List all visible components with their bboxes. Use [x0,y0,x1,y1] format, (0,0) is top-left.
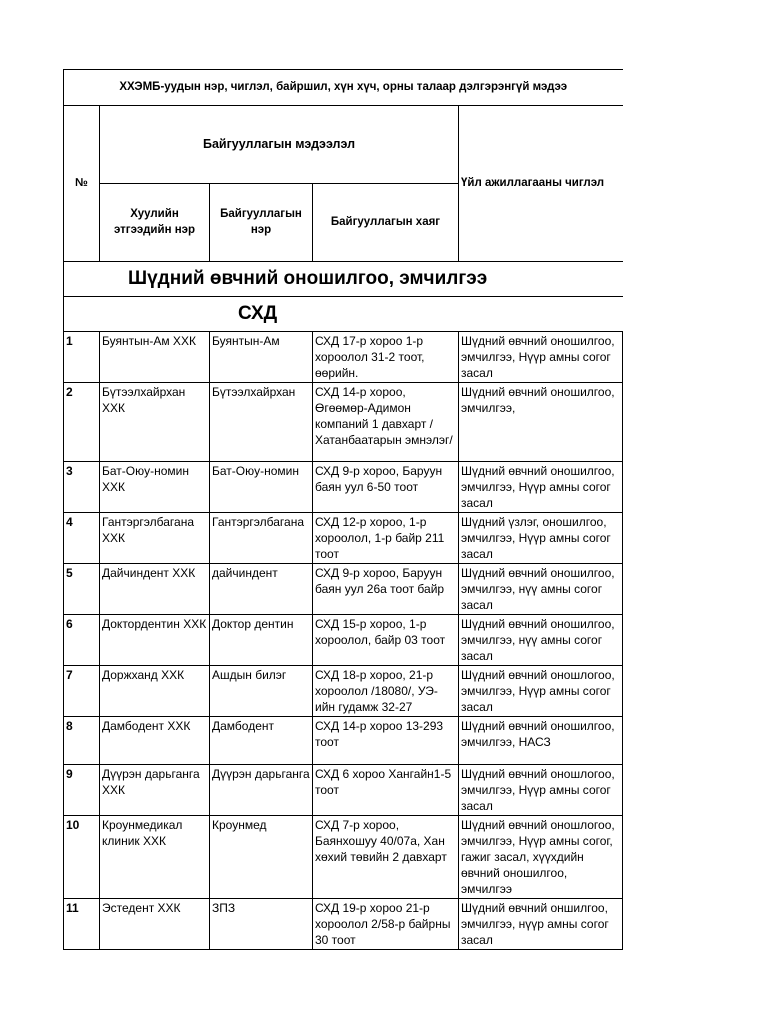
org-address-header: Байгууллагын хаяг [313,184,459,262]
address-cell: СХД 14-р хороо, Өгөөмөр-Адимон компаний 1 давхарт /Хатанбаатарын эмнэлэг/ [313,383,459,462]
address-cell: СХД 9-р хороо, Баруун баян уул 26а тоот байр [313,564,459,615]
table-row [64,816,623,899]
activity-cell: Шүдний өвчний оншилгоо, эмчилгээ, нүүр амны согог засал [459,899,623,950]
activity-cell: Шүдний өвчний оношилгоо, эмчилгээ, Нүүр амны согог засал [459,332,623,383]
activity-cell: Шүдний өвчний оношилгоо, эмчилгээ, [459,383,623,462]
org-name-cell: Доктор дентин [210,615,313,666]
address-cell: СХД 15-р хороо, 1-р хороолол, байр 03 тоот [313,615,459,666]
table-row [64,564,623,615]
org-name-cell: дайчиндент [210,564,313,615]
legal-name-cell: Эстедент ХХК [100,899,210,950]
activity-cell: Шүдний өвчний оношилгоо, эмчилгээ, НАСЗ [459,717,623,765]
legal-name-cell: Кроунмедикал клиник ХХК [100,816,210,899]
org-name-cell: Гантэргэлбагана [210,513,313,564]
org-name-cell: Ашдын билэг [210,666,313,717]
org-name-cell: Дүүрэн дарьганга [210,765,313,816]
org-name-cell: Бүтээлхайрхан [210,383,313,462]
activity-cell: Шүдний өвчний оношлогоо, эмчилгээ, Нүүр амны согог засал [459,765,623,816]
legal-name-cell: Бат-Оюу-номин ХХК [100,462,210,513]
legal-name-cell: Дүүрэн дарьганга ХХК [100,765,210,816]
row-number: 11 [64,899,100,950]
activity-cell: Шүдний өвчний оношлогоо, эмчилгээ, Нүүр амны согог засал [459,666,623,717]
org-name-cell: ЗПЗ [210,899,313,950]
table-row [64,666,623,717]
row-number: 1 [64,332,100,383]
district-title: СХД [64,297,623,332]
table-title: ХХЭМБ-уудын нэр, чиглэл, байршил, хүн хүч, орны талаар дэлгэрэнгүй мэдээ [64,70,623,106]
legal-name-cell: Доктордентин ХХК [100,615,210,666]
org-name-cell: Дамбодент [210,717,313,765]
activity-cell: Шүдний өвчний оношлогоо, эмчилгээ, Нүүр амны согог, гажиг засал, хүүхдийн өвчний оношилгоо, эмчилгээ [459,816,623,899]
org-name-cell: Бат-Оюу-номин [210,462,313,513]
table-row [64,383,623,462]
org-name-header: Байгууллагын нэр [210,184,313,262]
row-number: 10 [64,816,100,899]
address-cell: СХД 17-р хороо 1-р хороолол 31-2 тоот, өөрийн. [313,332,459,383]
row-number: 9 [64,765,100,816]
org-name-cell: Буянтын-Ам [210,332,313,383]
row-number: 6 [64,615,100,666]
org-name-cell: Кроунмед [210,816,313,899]
row-number: 7 [64,666,100,717]
row-number: 2 [64,383,100,462]
table-row [64,899,623,950]
row-number: 3 [64,462,100,513]
activity-cell: Шүдний өвчний оношилгоо, эмчилгээ, Нүүр амны согог засал [459,462,623,513]
address-cell: СХД 7-р хороо, Баянхошуу 40/07а, Хан хөхий төвийн 2 давхарт [313,816,459,899]
table-row [64,615,623,666]
legal-name-cell: Доржханд ХХК [100,666,210,717]
address-cell: СХД 9-р хороо, Баруун баян уул 6-50 тоот [313,462,459,513]
table-row [64,765,623,816]
number-header: № [64,106,100,262]
activity-cell: Шүдний үзлэг, оношилгоо, эмчилгээ, Нүүр амны согог засал [459,513,623,564]
legal-name-cell: Буянтын-Ам ХХК [100,332,210,383]
section-title: Шүдний өвчний оношилгоо, эмчилгээ [64,262,623,297]
activity-cell: Шүдний өвчний оношилгоо, эмчилгээ, нүү амны согог засал [459,564,623,615]
legal-name-cell: Дайчиндент ХХК [100,564,210,615]
row-number: 5 [64,564,100,615]
address-cell: СХД 14-р хороо 13-293 тоот [313,717,459,765]
legal-name-cell: Бүтээлхайрхан ХХК [100,383,210,462]
address-cell: СХД 12-р хороо, 1-р хороолол, 1-р байр 211 тоот [313,513,459,564]
legal-name-cell: Дамбодент ХХК [100,717,210,765]
row-number: 4 [64,513,100,564]
row-number: 8 [64,717,100,765]
table-row [64,717,623,765]
address-cell: СХД 19-р хороо 21-р хороолол 2/58-р байрны 30 тоот [313,899,459,950]
table-row [64,332,623,383]
address-cell: СХД 18-р хороо, 21-р хороолол /18080/, УЭ-ийн гудамж 32-27 [313,666,459,717]
org-info-header: Байгууллагын мэдээлэл [100,106,459,184]
table-row [64,462,623,513]
table-row [64,513,623,564]
legal-name-header: Хуулийн этгээдийн нэр [100,184,210,262]
legal-name-cell: Гантэргэлбагана ХХК [100,513,210,564]
activity-cell: Шүдний өвчний оношилгоо, эмчилгээ, нүү амны согог засал [459,615,623,666]
facilities-table [63,69,623,950]
address-cell: СХД 6 хороо Хангайн1-5 тоот [313,765,459,816]
activity-header: Үйл ажиллагааны чиглэл [459,106,623,262]
